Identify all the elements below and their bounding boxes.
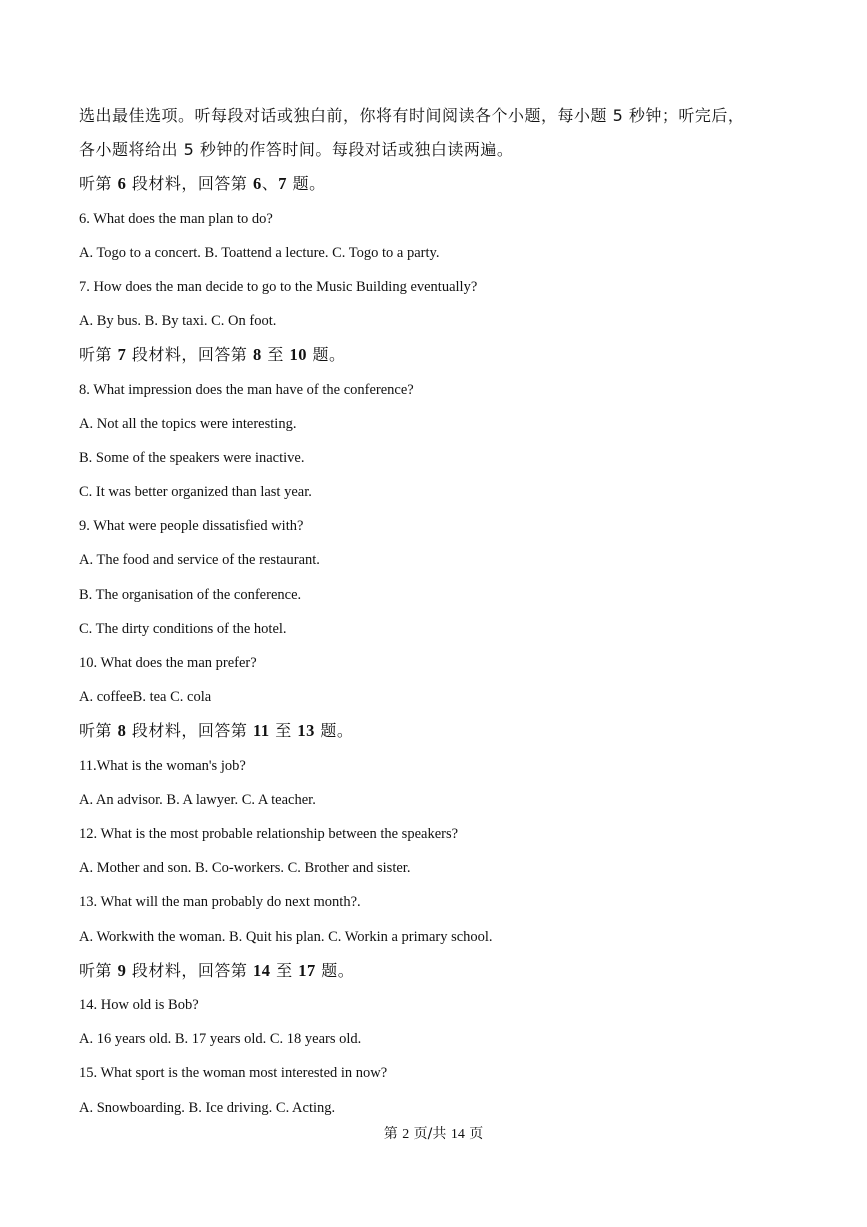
options-line: A. 16 years old. B. 17 years old. C. 18 years old. <box>79 1031 362 1047</box>
question-line: 15. What sport is the woman most interested in now? <box>79 1065 388 1081</box>
options-line: A. coffeeB. tea C. cola <box>79 689 212 705</box>
intro-line-2: 各小题将给出 5 秒钟的作答时间。每段对话或独白读两遍。 <box>79 140 514 159</box>
options-line: A. An advisor. B. A lawyer. C. A teacher. <box>79 792 316 808</box>
options-line: A. Workwith the woman. B. Quit his plan. C. Workin a primary school. <box>79 929 493 945</box>
section-heading: 听第 7 段材料，回答第 8 至 10 题。 <box>79 345 346 364</box>
options-line: A. Not all the topics were interesting. <box>79 416 297 432</box>
question-line: 9. What were people dissatisfied with? <box>79 518 304 534</box>
question-line: 6. What does the man plan to do? <box>79 211 273 227</box>
question-line: 11.What is the woman's job? <box>79 758 246 774</box>
options-line: A. By bus. B. By taxi. C. On foot. <box>79 313 277 329</box>
options-line: B. The organisation of the conference. <box>79 587 302 603</box>
options-line: C. The dirty conditions of the hotel. <box>79 621 287 637</box>
options-line: C. It was better organized than last year. <box>79 484 312 500</box>
question-line: 8. What impression does the man have of the conference? <box>79 382 414 398</box>
options-line: A. Snowboarding. B. Ice driving. C. Acting. <box>79 1100 336 1116</box>
section-heading: 听第 9 段材料，回答第 14 至 17 题。 <box>79 961 355 980</box>
page-total: 14 <box>450 1127 465 1142</box>
question-line: 13. What will the man probably do next month?. <box>79 894 361 910</box>
options-line: B. Some of the speakers were inactive. <box>79 450 305 466</box>
section-heading: 听第 6 段材料，回答第 6、7 题。 <box>79 174 326 193</box>
question-line: 14. How old is Bob? <box>79 997 199 1013</box>
question-line: 12. What is the most probable relationship between the speakers? <box>79 826 459 842</box>
options-line: A. The food and service of the restaurant. <box>79 552 320 568</box>
page-footer: 第 2 页/共 14 页 <box>383 1126 484 1142</box>
question-line: 10. What does the man prefer? <box>79 655 257 671</box>
intro-line-1: 选出最佳选项。听每段对话或独白前，你将有时间阅读各个小题，每小题 5 秒钟；听完后， <box>79 106 745 125</box>
section-heading: 听第 8 段材料，回答第 11 至 13 题。 <box>79 721 354 740</box>
options-line: A. Togo to a concert. B. Toattend a lecture. C. Togo to a party. <box>79 245 440 261</box>
question-line: 7. How does the man decide to go to the Music Building eventually? <box>79 279 478 295</box>
options-line: A. Mother and son. B. Co-workers. C. Brother and sister. <box>79 860 411 876</box>
page-number: 2 <box>402 1127 410 1142</box>
